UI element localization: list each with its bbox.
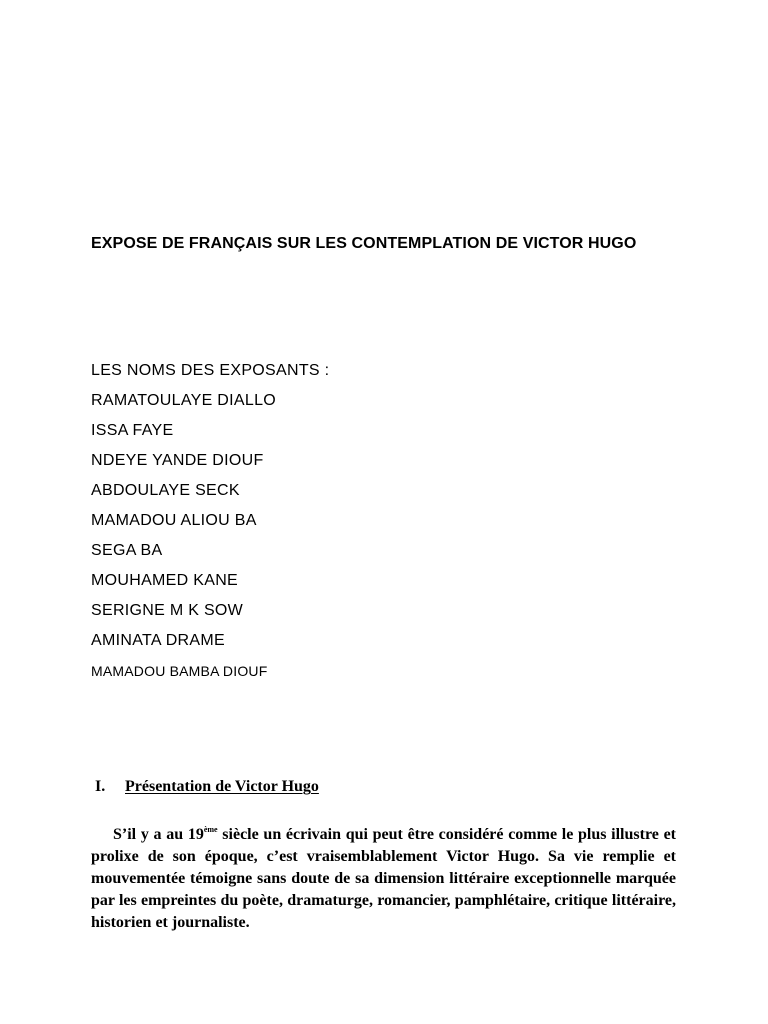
presenter-name: SERIGNE M K SOW bbox=[91, 602, 244, 619]
presenters-list bbox=[91, 391, 276, 691]
presenter-name: NDEYE YANDE DIOUF bbox=[91, 452, 264, 469]
presenter-name: ISSA FAYE bbox=[91, 422, 174, 439]
presenter-name: SEGA BA bbox=[91, 542, 163, 559]
section-number: I. bbox=[95, 778, 106, 795]
intro-paragraph bbox=[91, 824, 676, 934]
presenters-heading: LES NOMS DES EXPOSANTS : bbox=[91, 362, 330, 379]
presenter-name: ABDOULAYE SECK bbox=[91, 482, 240, 499]
presenter-name: MAMADOU BAMBA DIOUF bbox=[91, 663, 268, 679]
presenter-name: AMINATA DRAME bbox=[91, 632, 225, 649]
presenter-name: MOUHAMED KANE bbox=[91, 572, 239, 589]
paragraph-superscript: ème bbox=[203, 825, 218, 834]
paragraph-text-rest: siècle un écrivain qui peut être considéré comme le plus illustre et prolixe de son époque, c’est vraisemblablement Victor Hugo. Sa vie remplie et mouvementée témoigne sans doute de sa dimension littéraire exceptionnelle marquée par les empreintes du poète, dramaturge, romancier, pamphlétaire, critique littéraire, historien et journaliste. bbox=[91, 826, 677, 931]
paragraph-text-start: S’il y a au 19 bbox=[113, 826, 204, 843]
section-heading bbox=[95, 776, 319, 798]
presenter-name: RAMATOULAYE DIALLO bbox=[91, 392, 277, 409]
section-title: Présentation de Victor Hugo bbox=[125, 778, 319, 795]
presenter-name: MAMADOU ALIOU BA bbox=[91, 512, 257, 529]
document-title: EXPOSE DE FRANÇAIS SUR LES CONTEMPLATION DE VICTOR HUGO bbox=[91, 235, 637, 252]
